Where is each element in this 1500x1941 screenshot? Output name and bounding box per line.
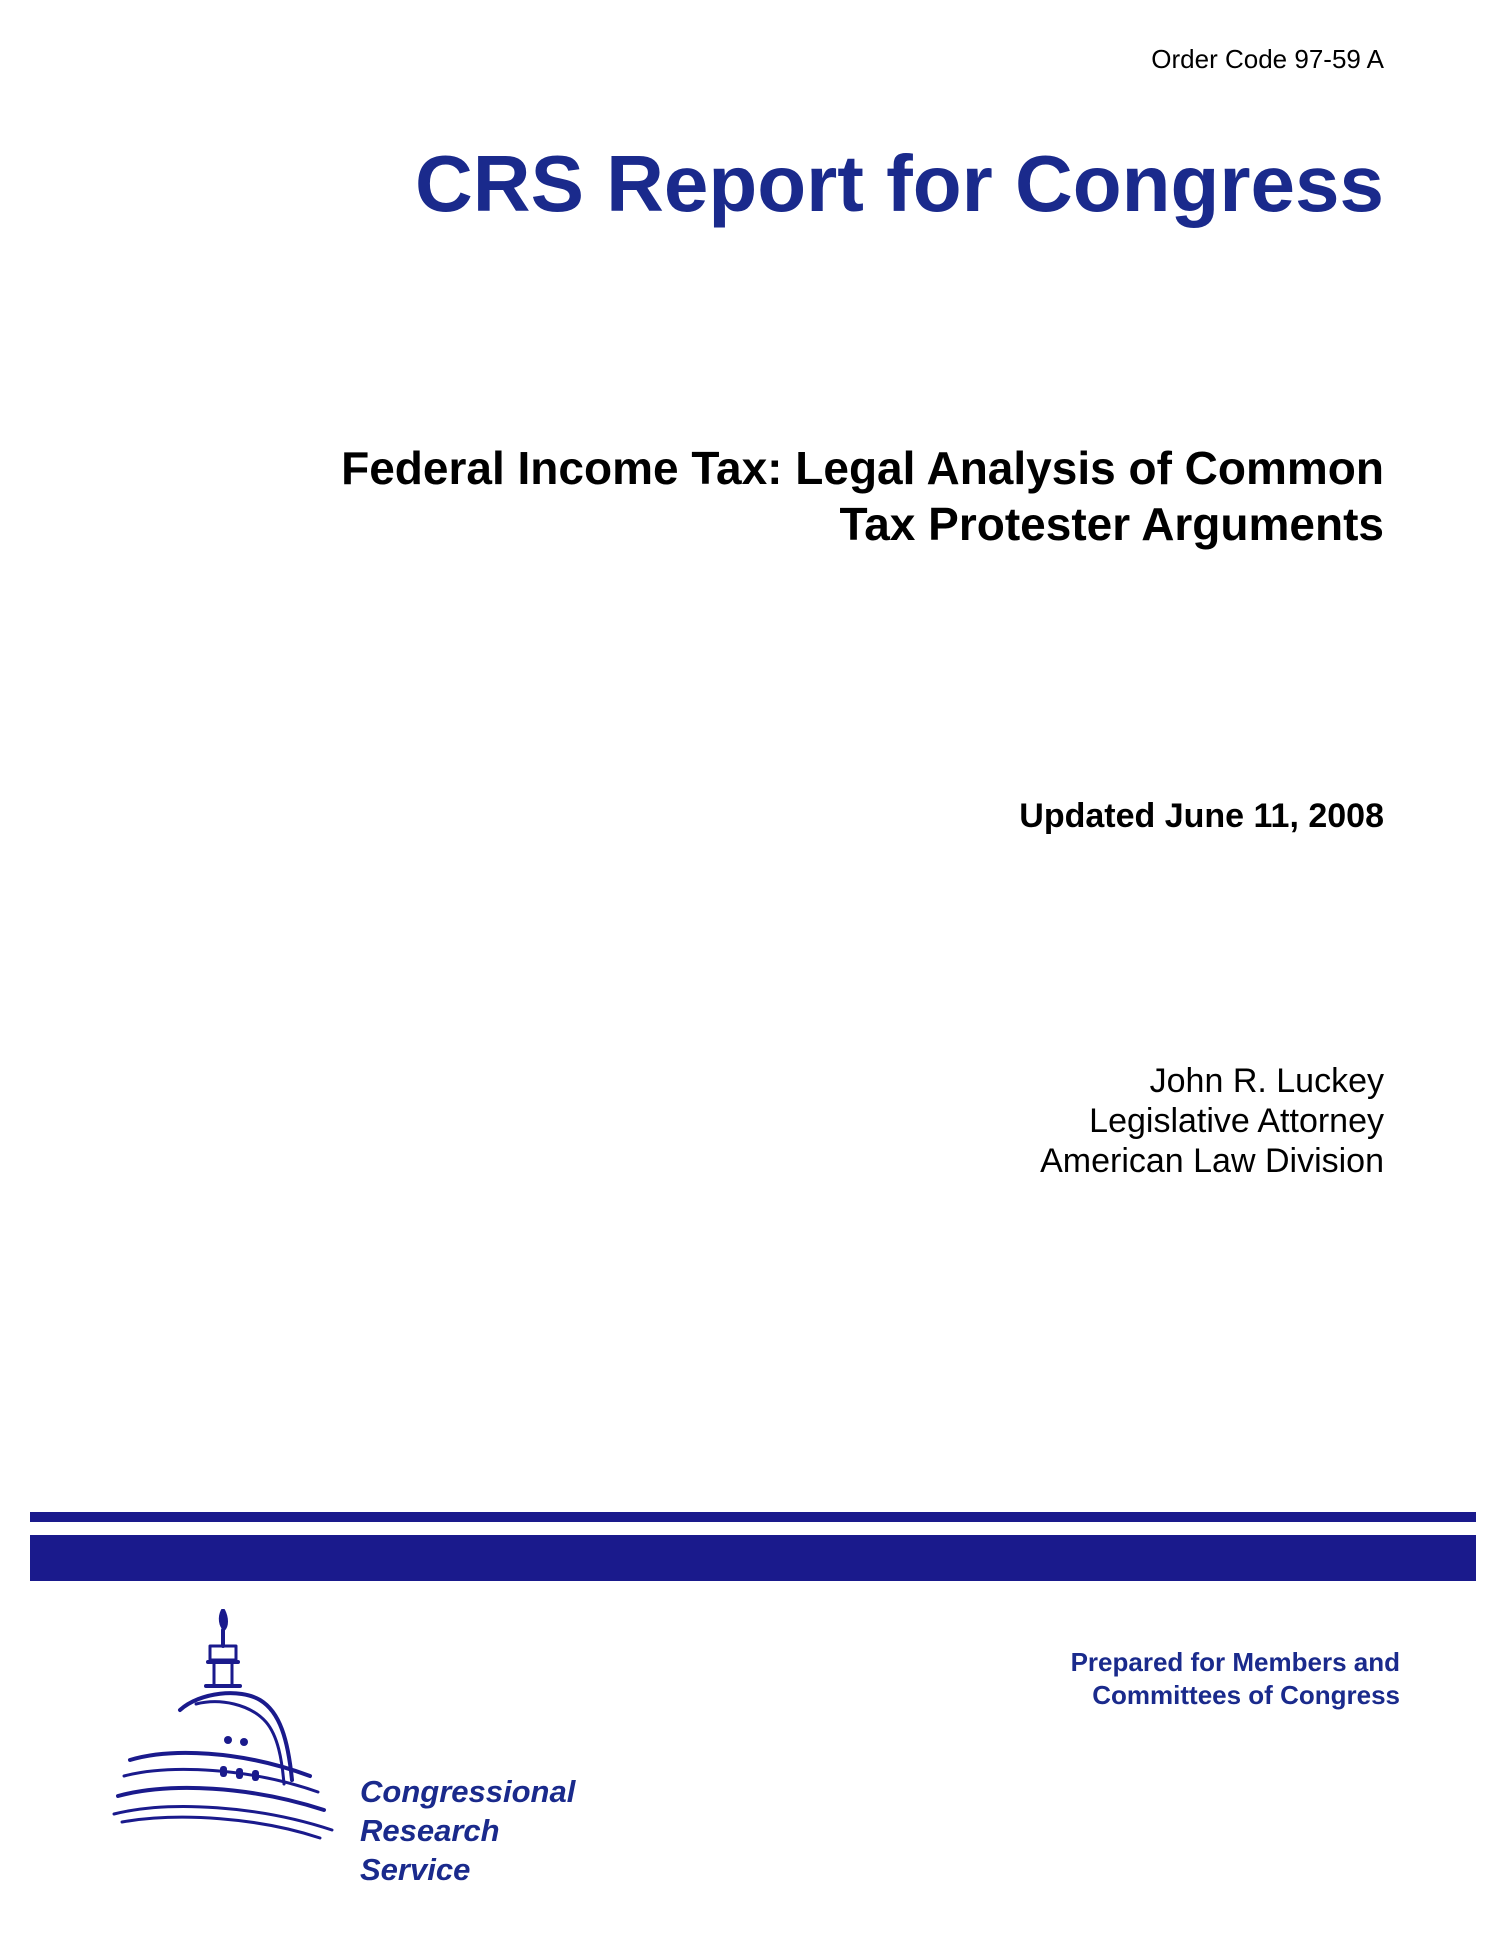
crs-logo-text (360, 1772, 575, 1889)
divider-thick (30, 1535, 1476, 1581)
author-block (1040, 1061, 1384, 1181)
capitol-dome-icon (110, 1600, 390, 1900)
divider-thin (30, 1512, 1476, 1522)
crs-logo-line-3: Service (360, 1852, 471, 1887)
updated-date: Updated June 11, 2008 (1019, 797, 1384, 835)
prepared-line-1: Prepared for Members and (1070, 1647, 1400, 1677)
prepared-line-2: Committees of Congress (1092, 1680, 1400, 1710)
author-division: American Law Division (1040, 1142, 1384, 1180)
order-code: Order Code 97-59 A (1151, 44, 1384, 74)
document-title-line-2: Tax Protester Arguments (839, 498, 1384, 550)
prepared-for (1071, 1646, 1400, 1712)
document-title-line-1: Federal Income Tax: Legal Analysis of Common (341, 442, 1384, 494)
author-name: John R. Luckey (1149, 1062, 1384, 1100)
document-title (184, 440, 1384, 552)
crs-logo-line-2: Research (360, 1813, 500, 1848)
report-series-title: CRS Report for Congress (415, 139, 1384, 228)
crs-logo-line-1: Congressional (360, 1774, 576, 1809)
author-position: Legislative Attorney (1089, 1102, 1384, 1140)
